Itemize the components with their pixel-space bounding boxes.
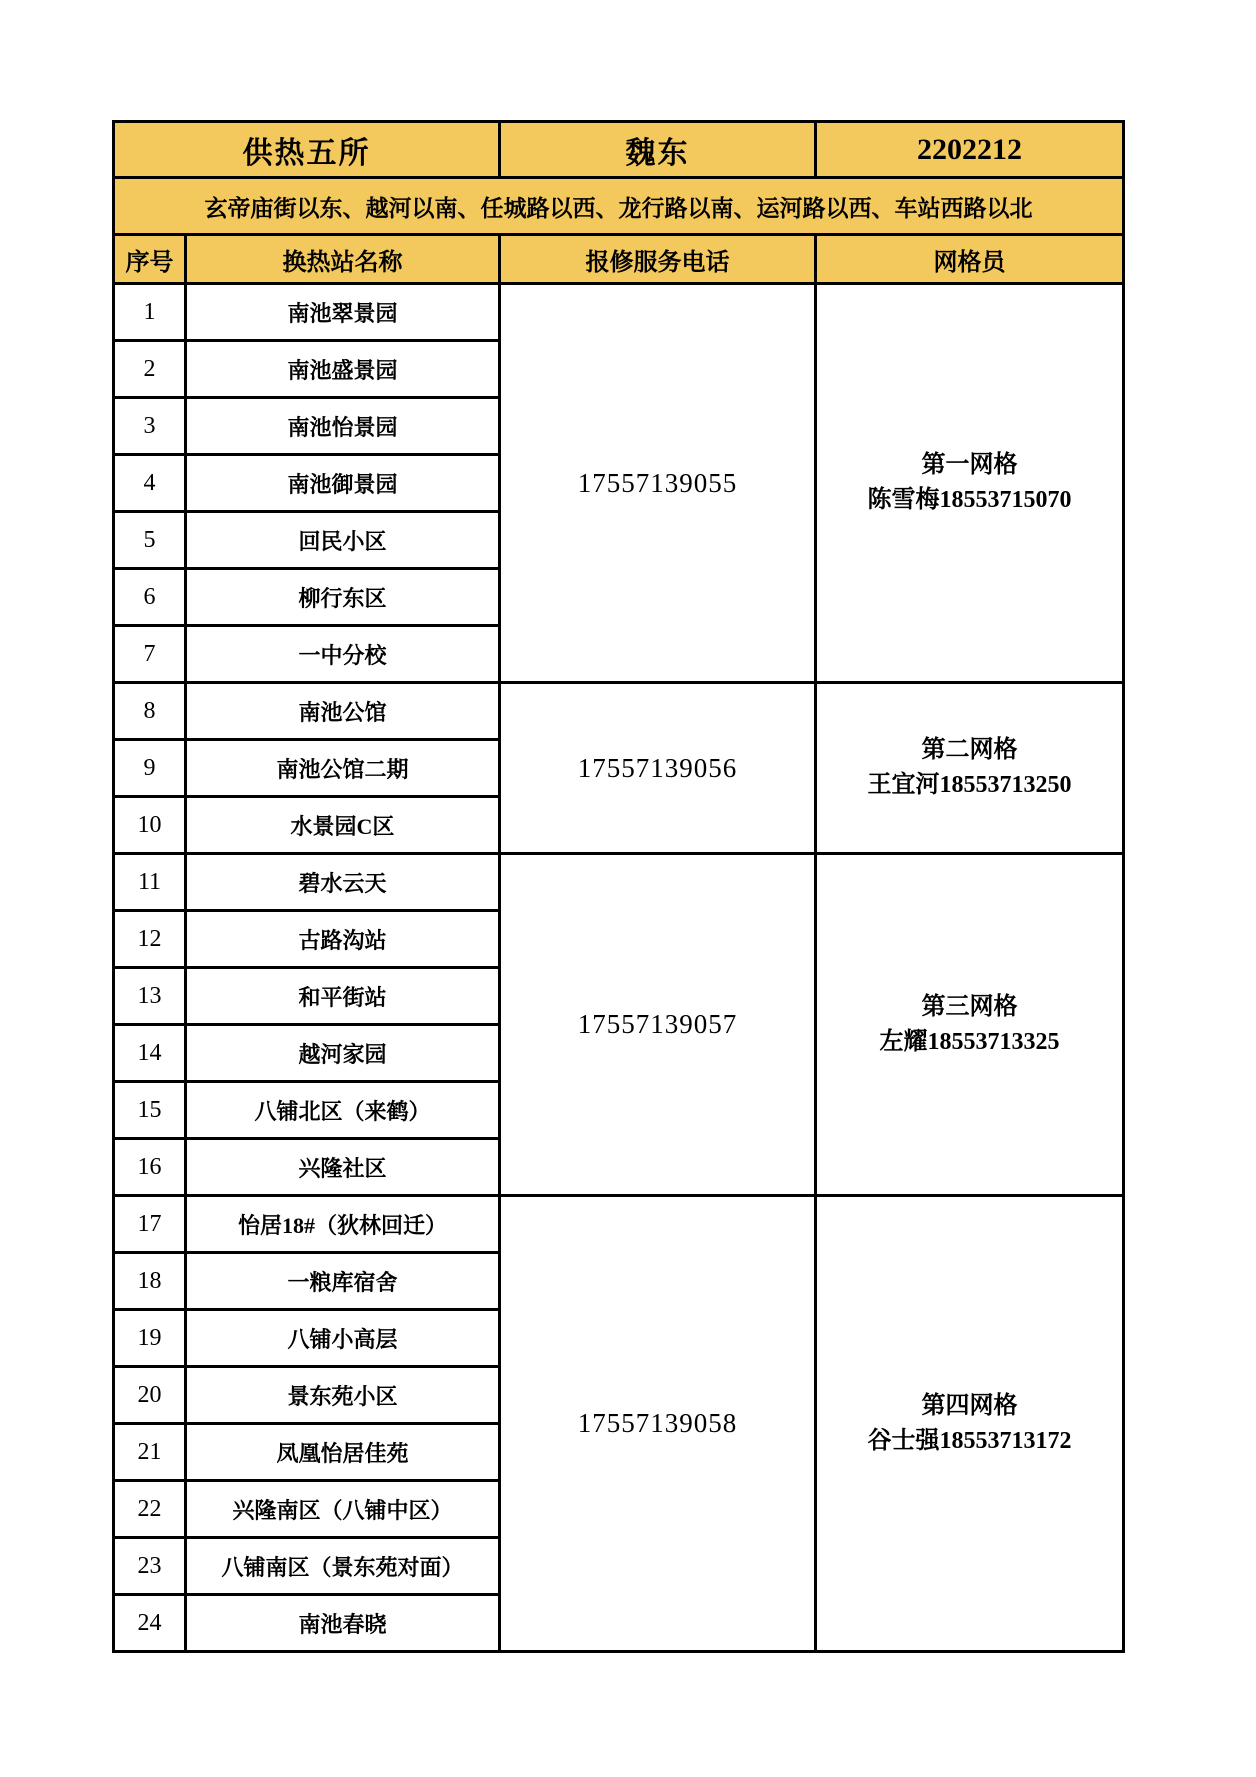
row-seq: 1 xyxy=(114,284,186,341)
column-header-row xyxy=(114,235,1124,284)
row-seq: 24 xyxy=(114,1595,186,1652)
row-seq: 21 xyxy=(114,1424,186,1481)
table-row xyxy=(114,854,1124,911)
station-name: 南池翠景园 xyxy=(186,284,500,341)
station-name: 兴隆南区（八铺中区） xyxy=(186,1481,500,1538)
title-row xyxy=(114,122,1124,178)
station-name: 碧水云天 xyxy=(186,854,500,911)
table-row xyxy=(114,284,1124,341)
station-name: 南池御景园 xyxy=(186,455,500,512)
row-seq: 9 xyxy=(114,740,186,797)
station-name: 怡居18#（狄林回迁） xyxy=(186,1196,500,1253)
manager-name: 魏东 xyxy=(500,122,816,178)
district-row xyxy=(114,178,1124,235)
row-seq: 7 xyxy=(114,626,186,683)
row-seq: 4 xyxy=(114,455,186,512)
station-name: 一粮库宿舍 xyxy=(186,1253,500,1310)
col-header-station: 换热站名称 xyxy=(186,235,500,284)
station-name: 回民小区 xyxy=(186,512,500,569)
station-name: 八铺北区（来鹤） xyxy=(186,1082,500,1139)
grid-name: 第二网格 xyxy=(921,737,1018,764)
row-seq: 19 xyxy=(114,1310,186,1367)
station-name: 南池公馆 xyxy=(186,683,500,740)
heating-station-table xyxy=(112,120,1125,1653)
station-name: 柳行东区 xyxy=(186,569,500,626)
grid-person: 左耀18553713325 xyxy=(879,1028,1060,1055)
station-name: 八铺小高层 xyxy=(186,1310,500,1367)
grid-name: 第四网格 xyxy=(921,1392,1018,1419)
phone-cell: 17557139058 xyxy=(500,1196,816,1652)
station-name: 古路沟站 xyxy=(186,911,500,968)
station-name: 景东苑小区 xyxy=(186,1367,500,1424)
grid-cell xyxy=(816,284,1124,683)
row-seq: 13 xyxy=(114,968,186,1025)
station-name: 水景园C区 xyxy=(186,797,500,854)
grid-person: 王宜河18553713250 xyxy=(867,772,1072,798)
grid-name: 第三网格 xyxy=(921,993,1018,1020)
row-seq: 6 xyxy=(114,569,186,626)
col-header-seq: 序号 xyxy=(114,235,186,284)
grid-cell xyxy=(816,854,1124,1196)
row-seq: 8 xyxy=(114,683,186,740)
district-description: 玄帝庙街以东、越河以南、任城路以西、龙行路以南、运河路以西、车站西路以北 xyxy=(114,178,1124,235)
row-seq: 5 xyxy=(114,512,186,569)
grid-person: 谷士强18553713172 xyxy=(867,1427,1072,1454)
col-header-grid: 网格员 xyxy=(816,235,1124,284)
row-seq: 20 xyxy=(114,1367,186,1424)
grid-cell xyxy=(816,1196,1124,1652)
grid-person: 陈雪梅18553715070 xyxy=(867,487,1072,513)
phone-cell: 17557139056 xyxy=(500,683,816,854)
phone-cell: 17557139055 xyxy=(500,284,816,683)
row-seq: 15 xyxy=(114,1082,186,1139)
office-code: 2202212 xyxy=(816,122,1124,178)
row-seq: 16 xyxy=(114,1139,186,1196)
office-name: 供热五所 xyxy=(114,122,500,178)
table-row xyxy=(114,1196,1124,1253)
station-name: 八铺南区（景东苑对面） xyxy=(186,1538,500,1595)
row-seq: 22 xyxy=(114,1481,186,1538)
station-name: 南池公馆二期 xyxy=(186,740,500,797)
station-name: 凤凰怡居佳苑 xyxy=(186,1424,500,1481)
row-seq: 18 xyxy=(114,1253,186,1310)
col-header-phone: 报修服务电话 xyxy=(500,235,816,284)
phone-cell: 17557139057 xyxy=(500,854,816,1196)
row-seq: 17 xyxy=(114,1196,186,1253)
row-seq: 2 xyxy=(114,341,186,398)
station-name: 一中分校 xyxy=(186,626,500,683)
grid-name: 第一网格 xyxy=(921,452,1018,479)
station-name: 越河家园 xyxy=(186,1025,500,1082)
row-seq: 14 xyxy=(114,1025,186,1082)
row-seq: 12 xyxy=(114,911,186,968)
row-seq: 3 xyxy=(114,398,186,455)
grid-cell xyxy=(816,683,1124,854)
station-name: 和平街站 xyxy=(186,968,500,1025)
station-name: 南池春晓 xyxy=(186,1595,500,1652)
station-name: 南池盛景园 xyxy=(186,341,500,398)
row-seq: 23 xyxy=(114,1538,186,1595)
row-seq: 11 xyxy=(114,854,186,911)
row-seq: 10 xyxy=(114,797,186,854)
table-row xyxy=(114,683,1124,740)
station-name: 兴隆社区 xyxy=(186,1139,500,1196)
station-name: 南池怡景园 xyxy=(186,398,500,455)
